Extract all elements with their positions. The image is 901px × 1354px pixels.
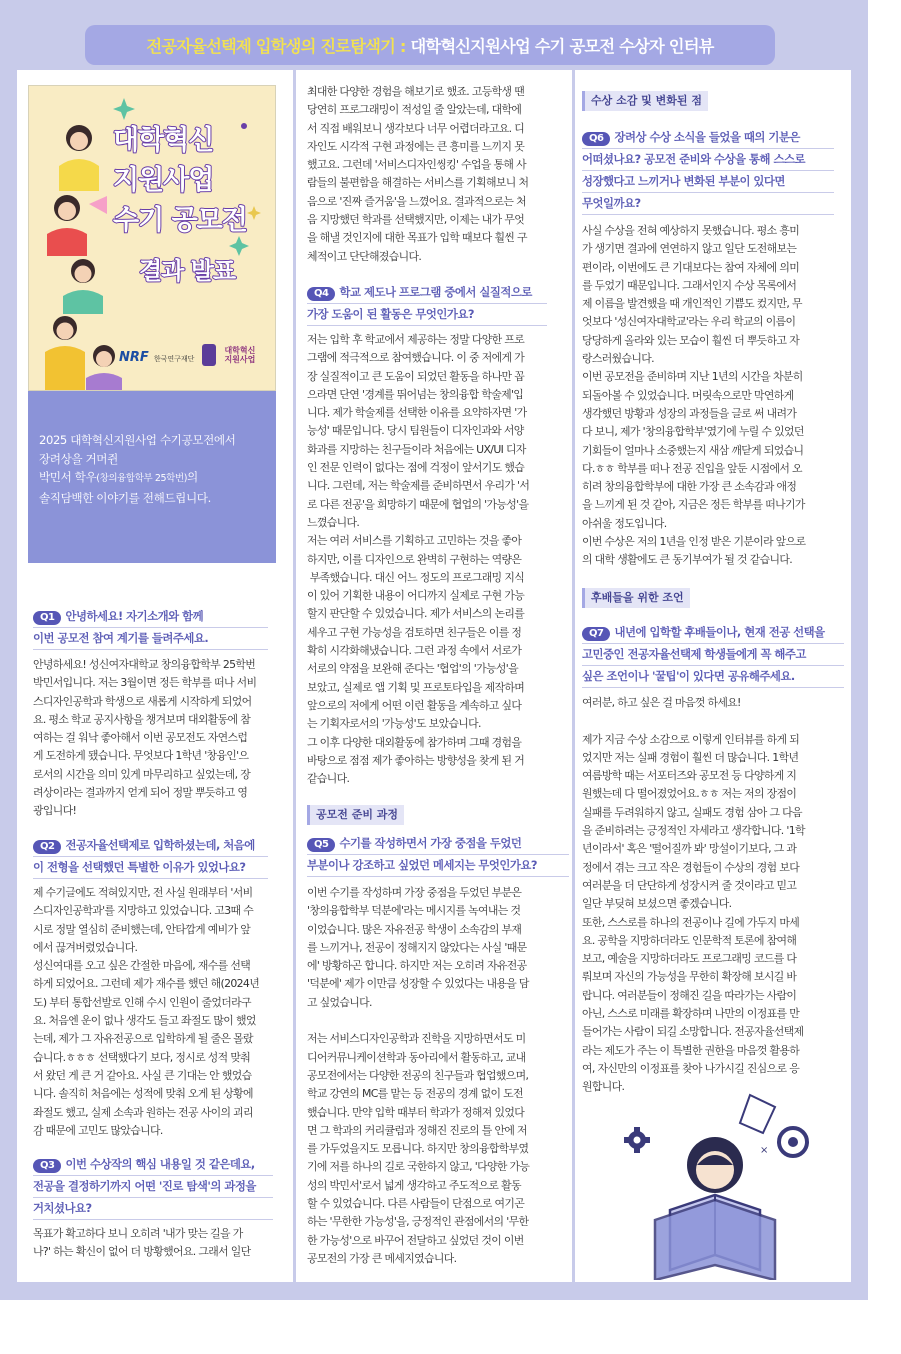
answer-4: 저는 입학 후 학교에서 제공하는 정말 다양한 프로 그램에 적극적으로 참여했습니다. 이 중 저에게 가 장 실질적이고 큰 도움이 되었던 활동을 하나만 꼽 으라면 단연 '경계를 뛰어넘는 창의융합 학술제'입 니다. 제가 학술제를 선택한 이유를 요약하자면 '가 능성' 때문입니다. 당시 팀원들이 디자인과와 서양 화과를 지망하는 친구들이라 처음에는 UX/UI 디자 인 전문 인력이 없다는 점에 걱정이 앞서기도 했습 니다. 그런데, 저는 학술제를 준비하면서 우리가 '서 로 다른 전공'을 희망하기 때문에 협업의 '가능성'을 느꼈습니다. 저는 여러 서비스를 기획하고 고민하는 것을 좋아 하지만, 이를 디자인으로 완벽히 구현하는 역량은 부족했습니다. 대신 어느 정도의 프로그래밍 지식 이 있어 기획한 내용이 어디까지 실제로 구현 가능 할지 판단할 수 있었습니다. 제가 서비스의 논리를 세우고 구현 가능성을 검토하면 친구들은 이를 정 확히 시각화해냈습니다. 그런 과정 속에서 서로가 서로의 약점을 보완해 준다는 '협업'의 '가능성'을 보았고, 실제로 앱 기획 및 프로토타입을 제작하며 앞으로의 저에게 어떤 이런 활동을 계속하고 싶다 는 기획자로서의 '가능성'도 보았습니다. 그 이후 다양한 대외활동에 참가하며 그때 경험을 바탕으로 점점 제가 좋아하는 방향성을 찾게 된 거 같습니다. <box>307 333 530 786</box>
question-badge: Q7 <box>582 627 610 641</box>
intro-line: 솔직담백한 이야기를 전해드립니다. <box>39 490 211 505</box>
question-badge: Q1 <box>33 611 61 625</box>
intro-line: 장려상을 거머쥔 <box>39 451 118 466</box>
question-badge: Q3 <box>33 1159 61 1173</box>
answer-3-continued: 최대한 다양한 경험을 해보기로 했죠. 고등학생 땐 당연히 프로그래밍이 적성일 줄 알았는데, 대학에 서 직접 배워보니 생각보다 너무 어렵더라고요. 디 자인도 시각적 구현 과정에는 큰 흥미를 느끼지 못 했고요. 그런데 '서비스디자인씽킹' 수업을 통해 사 람들의 불편함을 해결하는 서비스를 기획해보니 처 음으로 '진짜 즐거움'을 느꼈어요. 결과적으로는 처 음 지망했던 학과를 선택했지만, 이제는 내가 무엇 을 해낼 것인지에 대한 목표가 입학 때보다 훨씬 구 체적이고 단단해졌습니다. <box>307 85 529 263</box>
contest-poster <box>28 85 276 391</box>
question-2: Q2 전공자율선택제로 입학하셨는데, 처음에 이 전형을 선택했던 특별한 이유가 있었나요? <box>33 835 268 879</box>
page-title: 전공자율선택제 입학생의 진로탐색기 : 대학혁신지원사업 수기 공모전 수상자 인터뷰 <box>146 37 714 56</box>
question-badge: Q5 <box>307 838 335 852</box>
question-4: Q4 학교 제도나 프로그램 중에서 실질적으로 가장 도움이 된 활동은 무엇인가요? <box>307 282 547 326</box>
question-7: Q7 내년에 입학할 후배들이나, 현재 전공 선택을 고민중인 전공자율선택제 학생들에게 꼭 해주고 싶은 조언이나 '꿀팁'이 있다면 공유해주세요. <box>582 622 844 688</box>
question-badge: Q2 <box>33 840 61 854</box>
question-1: Q1 안녕하세요! 자기소개와 함께 이번 공모전 참여 계기를 들려주세요. <box>33 606 268 650</box>
section-label-award: 수상 소감 및 변화된 점 <box>582 91 708 111</box>
poster-title-line-1: 대학혁신 <box>113 125 214 156</box>
question-6: Q6 장려상 수상 소식을 들었을 때의 기분은 어떠셨나요? 공모전 준비와 수상을 통해 스스로 성장했다고 느끼거나 변화된 부분이 있다면 무엇일까요? <box>582 127 834 215</box>
intro-line: 2025 대학혁신지원사업 수기공모전에서 <box>39 433 236 447</box>
poster-title-line-3: 수기 공모전 <box>113 205 247 236</box>
poster-title-line-2: 지원사업 <box>113 165 214 196</box>
answer-5: 이번 수기를 작성하며 가장 중점을 두었던 부분은 '창의융합학부 덕분에'라는 메시지를 녹여내는 것 이었습니다. 많은 자유전공 학생이 소속감의 부재 를 느끼거나, 전공이 정해지지 않았다는 사실 '때문 에' 방황하곤 합니다. 하지만 저는 오히려 자유전공 '덕분에' 제가 이만큼 성장할 수 있었다는 내용을 담 고 싶었습니다. 저는 서비스디자인공학과 진학을 지망하면서도 미 디어커뮤니케이션학과 동아리에서 활동하고, 교내 공모전에서는 다양한 전공의 친구들과 협업했으며, 학교 강연의 MC를 맡는 등 전공의 경계 없이 도전 했습니다. 만약 입학 때부터 학과가 정해져 있었다 면 그 학과의 커리큘럼과 정해진 진로의 틀 안에 저 를 가두었을지도 모릅니다. 하지만 창의융합학부였 기에 저를 하나의 길로 국한하지 않고, '다양한 가능 성의 박민서'로서 넓게 생각하고 주도적으로 활동 할 수 있었습니다. 다른 사람들이 단점으로 여기곤 하는 '무한한 가능성'을, 긍정적인 관점에서의 '무한 한 가능성'으로 바꾸어 전달하고 싶었던 것이 이번 공모전의 가장 큰 메세지였습니다. <box>307 886 530 1265</box>
intro-box <box>28 391 276 563</box>
question-badge: Q4 <box>307 287 335 301</box>
section-label-preparation: 공모전 준비 과정 <box>307 805 404 825</box>
reading-person-illustration <box>615 1085 840 1280</box>
intro-line: 박민서 학우(창의융합학부 25학번)의 <box>39 470 198 484</box>
answer-2: 제 수기글에도 적혀있지만, 전 사실 원래부터 '서비 스디자인공학과'를 지망하고 있었습니다. 고3때 수 시로 정말 열심히 준비했는데, 안타깝게 예비가 앞 에서 끊겨버렸었습니다. 성신여대를 오고 싶은 간절한 마음에, 재수를 선택 하게 되었어요. 그런데 제가 재수를 했던 해(2024년 도) 부터 통합선발로 인해 수시 인원이 줄었더라구 요. 처음엔 운이 없나 생각도 들고 좌절도 많이 했었 는데, 제가 그 자유전공으로 입학하게 될 줄은 몰랐 습니다.ㅎㅎㅎ 선택했다기 보다, 정시로 성적 맞춰 서 왔던 게 큰 거 같아요. 사실 큰 기대는 안 했었습 니다. 솔직히 처음에는 성적에 맞춰 오게 된 상황에 좌절도 했고, 실제 소속과 원하는 전공 사이의 괴리 감 때문에 고민도 많았습니다. <box>33 886 260 1137</box>
answer-1: 안녕하세요! 성신여자대학교 창의융합학부 25학번 박민서입니다. 저는 3월이면 정든 학부를 떠나 서비 스디자인공학과 학생으로 새롭게 시작하게 되었어 요. 평소 학교 공지사항을 챙겨보며 대외활동에 참 여하는 걸 워낙 좋아해서 이번 공모전도 자연스럽 게 도전하게 됐습니다. 무엇보다 1학년 '창융인'으 로서의 시간을 의미 있게 마무리하고 싶었는데, 장 려상이라는 결과까지 얻게 되어 정말 뿌듯하고 영 광입니다! <box>33 658 257 818</box>
answer-6: 사실 수상을 전혀 예상하지 못했습니다. 평소 흥미 가 생기면 결과에 연연하지 않고 일단 도전해보는 편이라, 이번에도 큰 기대보다는 참여 자체에 의미 를 두었기 때문입니다. 그래서인지 수상 목록에서 제 이름을 발견했을 때 개인적인 기쁨도 컸지만, 무 엇보다 '성신여자대학교'라는 우리 학교의 이름이 당당하게 올라와 있는 모습이 훨씬 더 뿌듯하고 자 랑스러웠습니다. 이번 공모전을 준비하며 지난 1년의 시간을 차분히 되돌아볼 수 있었습니다. 머릿속으로만 막연하게 생각했던 방황과 성장의 과정들을 글로 써 내려가 다 보니, 제가 '창의융합학부'였기에 누릴 수 있었던 기회들이 얼마나 소중했는지 새삼 깨닫게 되었습니 다.ㅎㅎ 학부를 떠나 전공 진입을 앞둔 시점에서 오 히려 창의융합학부에 대한 가장 큰 소속감과 애정 을 느끼게 된 것 같아, 지금은 정든 학부를 떠나기가 아쉬울 정도입니다. 이번 수상은 저의 1년을 인정 받은 기분이라 앞으로 의 대학 생활에도 큰 동기부여가 될 것 같습니다. <box>582 224 806 567</box>
gear-icon <box>779 1128 807 1156</box>
university-logo-text: 대학혁신 지원사업 <box>224 346 256 364</box>
question-5: Q5 수기를 작성하면서 가장 중점을 두었던 부분이나 강조하고 싶었던 메세지는 무엇인가요? <box>307 833 569 877</box>
section-label-advice: 후배들을 위한 조언 <box>582 588 690 608</box>
poster-logos <box>119 344 255 366</box>
nrf-logo: NRF 한국연구재단 <box>119 349 195 365</box>
question-3: Q3 이번 수상작의 핵심 내용일 것 같은데요, 전공을 결정하기까지 어떤 '진로 탐색'의 과정을 거치셨나요? <box>33 1154 273 1220</box>
gear-icon <box>624 1127 650 1153</box>
answer-3: 목표가 확고하다 보니 오히려 '내가 맞는 길을 가 나?' 하는 확신이 없어 더 방황했어요. 그래서 일단 <box>33 1227 251 1259</box>
poster-title-line-4: 결과 발표 <box>139 257 236 285</box>
answer-7: 여러분, 하고 싶은 걸 마음껏 하세요! 제가 지금 수상 소감으로 이렇게 인터뷰를 하게 되 었지만 저는 실패 경험이 훨씬 더 많습니다. 1학년 여름방학 때는 서포터즈와 공모전 등 다양하게 지 원했는데 다 떨어졌었어요.ㅎㅎ 저는 저의 장점이 실패를 두려워하지 않고, 실패도 경험 삼아 그 다음 을 준비하려는 긍정적인 자세라고 생각합니다. '1학 년이라서' 혹은 '떨어질까 봐' 망설이기보다, 그 과 정에서 겪는 크고 작은 경험들이 수상의 경험 보다 여러분을 더 단단하게 성장시켜 줄 것이라고 믿고 일단 부딪혀 보셨으면 좋겠습니다. 또한, 스스로를 하나의 전공이나 길에 가두지 마세 요. 공학을 지망하더라도 인문학적 토론에 참여해 보고, 예술을 지망하더라도 프로그래밍 코드를 다 뤄보며 자신의 가능성을 무한히 확장해 보시길 바 랍니다. 여러분들이 정해진 길을 따라가는 사람이 아닌, 스스로 미래를 확장하며 나만의 이정표를 만 들어가는 사람이 되길 소망합니다. 전공자율선택제 라는 제도가 주는 이 특별한 권한을 마음껏 활용하 여, 자신만의 이정표를 찾아 나가시길 진심으로 응 원합니다. <box>582 696 805 1094</box>
university-logo-mark <box>202 344 216 366</box>
question-badge: Q6 <box>582 132 610 146</box>
paper-icon <box>740 1095 775 1133</box>
svg-text:×: × <box>760 1145 769 1156</box>
header-banner <box>85 25 775 65</box>
